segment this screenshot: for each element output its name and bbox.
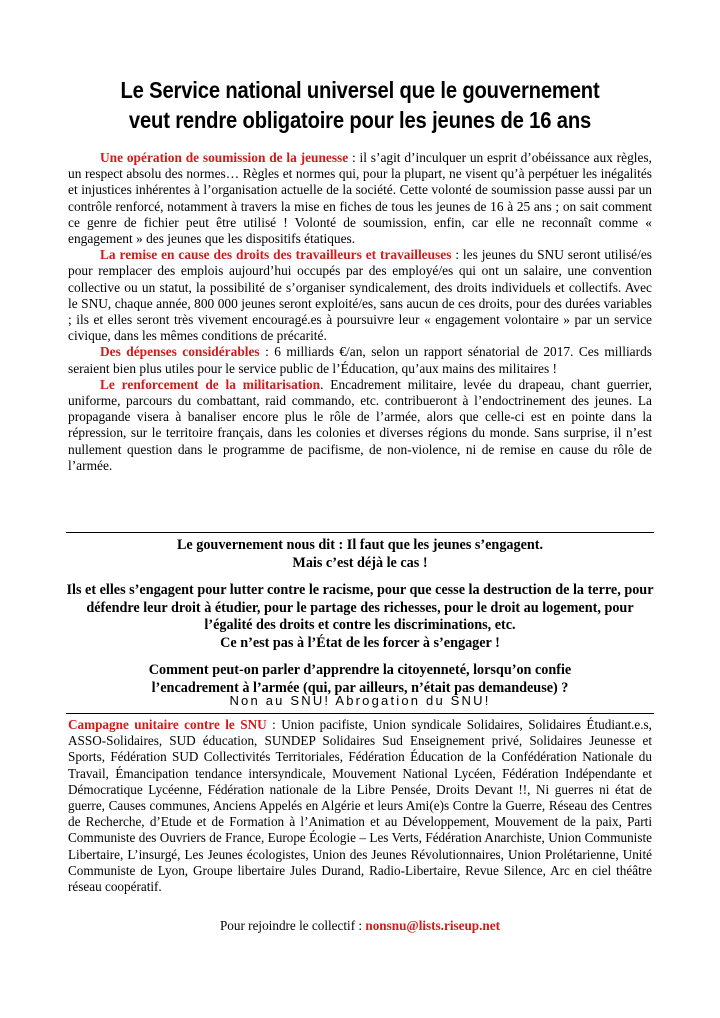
join-email-link[interactable]: nonsnu@lists.riseup.net — [365, 918, 501, 933]
campaign-signatories — [68, 717, 652, 895]
divider-top — [66, 532, 654, 533]
join-label: Pour rejoindre le collectif : — [219, 918, 366, 933]
join-line — [68, 918, 652, 934]
paragraph-text: : 6 milliards €/an, selon un rapport sénatorial de 2017. Ces milliards seraient bien plus utiles pour le service public de l’Éducation, qu’aux mains des militaires ! — [68, 344, 652, 376]
statement-block — [58, 537, 662, 697]
statement-engagement-text: Ils et elles s’engagent pour lutter contre le racisme, pour que cesse la destruction de la terre, pour défendre leur droit à étudier, pour le partage des richesses, pour le droit au logement, pour l’égalité des droits et contre les discriminations, etc. — [66, 582, 654, 633]
campaign-lead: Campagne unitaire contre le SNU — [68, 717, 267, 732]
paragraph-lead: Une opération de soumission de la jeunesse — [100, 150, 349, 165]
paragraph-lead: La remise en cause des droits des travailleurs et travailleuses — [100, 247, 452, 263]
document-title — [85, 75, 635, 135]
paragraph-text: : les jeunes du SNU seront utilisé/es pour remplacer des emplois aujourd’hui occupés par des employé/es qui ont un salaire, une convention collective ou un statut, la possibilité de s’organiser syndicalement, des droits individuels et collectifs. Avec le SNU, chaque année, 800 000 jeunes seront exploité/es, sans aucun de ces droits, pour des durées variables ; ils et elles seront très vivement encouragé.es à poursuivre leur « engagement volontaire » par un service civique, dans les mêmes conditions de précarité. — [68, 247, 652, 344]
paragraph-lead: Des dépenses considérables — [100, 344, 260, 360]
paragraph-text: . Encadrement militaire, levée du drapeau, chant guerrier, uniforme, parcours du combattant, raid commando, etc. contribueront à l’endoctrinement des jeunes. La propagande visera à banaliser encore plus le rôle de l’armée, alors que celle-ci est en pointe dans la répression, sur le territoire français, dans les colonies et diverses régions du monde. Sans surprise, il n’est nullement question dans le programme de pacifisme, de non-violence, ni de remise en cause du rôle de l’armée. — [68, 376, 652, 473]
statement-citoyennete: Comment peut-on parler d’apprendre la citoyenneté, lorsqu’on confie l’encadrement à l’armée (qui, par ailleurs, n’était pas demandeuse) ? — [148, 662, 572, 696]
paragraph-militarisation — [68, 377, 652, 474]
statement-line-1: Le gouvernement nous dit : Il faut que les jeunes s’engagent. — [176, 537, 544, 553]
statement-engagement-end: Ce n’est pas à l’État de les forcer à s’engager ! — [220, 634, 500, 651]
paragraph-droits — [68, 247, 652, 344]
paragraph-depenses — [68, 344, 652, 376]
statement-line-2: Mais c’est déjà le cas ! — [292, 554, 428, 571]
paragraph-lead: Le renforcement de la militarisation — [100, 376, 321, 392]
paragraph-soumission — [68, 150, 652, 247]
title-line-1: Le Service national universel que le gouvernement — [120, 77, 600, 103]
title-line-2: veut rendre obligatoire pour les jeunes de 16 ans — [128, 107, 592, 133]
divider-bottom — [66, 713, 654, 714]
body-text — [68, 150, 652, 474]
slogan: Non au SNU! Abrogation du SNU! — [229, 693, 491, 708]
campaign-text: : Union pacifiste, Union syndicale Solidaires, Solidaires Étudiant.e.s, ASSO-Solidaires, SUD éducation, SUNDEP Solidaires Sud Enseignement privé, Solidaires Jeunesse et Sports, Fédération SUD Collectivités Territoriales, Fédération Éducation de la Confédération Nationale du Travail, Émancipation tendance intersyndicale, Mouvement National Lycéen, Fédération Indépendante et Démocratique Lycéenne, Fédération nationale de la Libre Pensée, Droits Devant !!, Ni guerres ni état de guerre, Causes communes, Anciens Appelés en Algérie et leurs Ami(e)s Contre la Guerre, Réseau des Centres de Recherche, d’Etude et de Formation à l’Animation et au Développement, Mouvement de la paix, Parti Communiste des Ouvriers de France, Europe Écologie – Les Verts, Fédération Anarchiste, Union Communiste Libertaire, L’insurgé, Les Jeunes écologistes, Union des Jeunes Révolutionnaires, Union Prolétarienne, Unité Communiste de Lyon, Groupe libertaire Jules Durand, Radio-Libertaire, Revue Silence, Arc en ciel théâtre réseau coopératif. — [68, 717, 652, 895]
paragraph-text: : il s’agit d’inculquer un esprit d’obéissance aux règles, un respect absolu des normes… Règles et normes qui, pour la plupart, ne visent qu’à perpétuer les inégalités et injustices inhérentes à l’organisation actuelle de la société. Cette volonté de soumission passe aussi par un contrôle renforcé, notamment à travers la mise en fiches de tous les jeunes de 16 à 25 ans ; on sait comment ce genre de fichier peut être utilisé ! Volonté de soumission, enfin, car elle ne reconnaît comme « engagement » des jeunes que les dispositifs étatiques. — [68, 150, 652, 247]
statement-engagement — [58, 582, 662, 652]
